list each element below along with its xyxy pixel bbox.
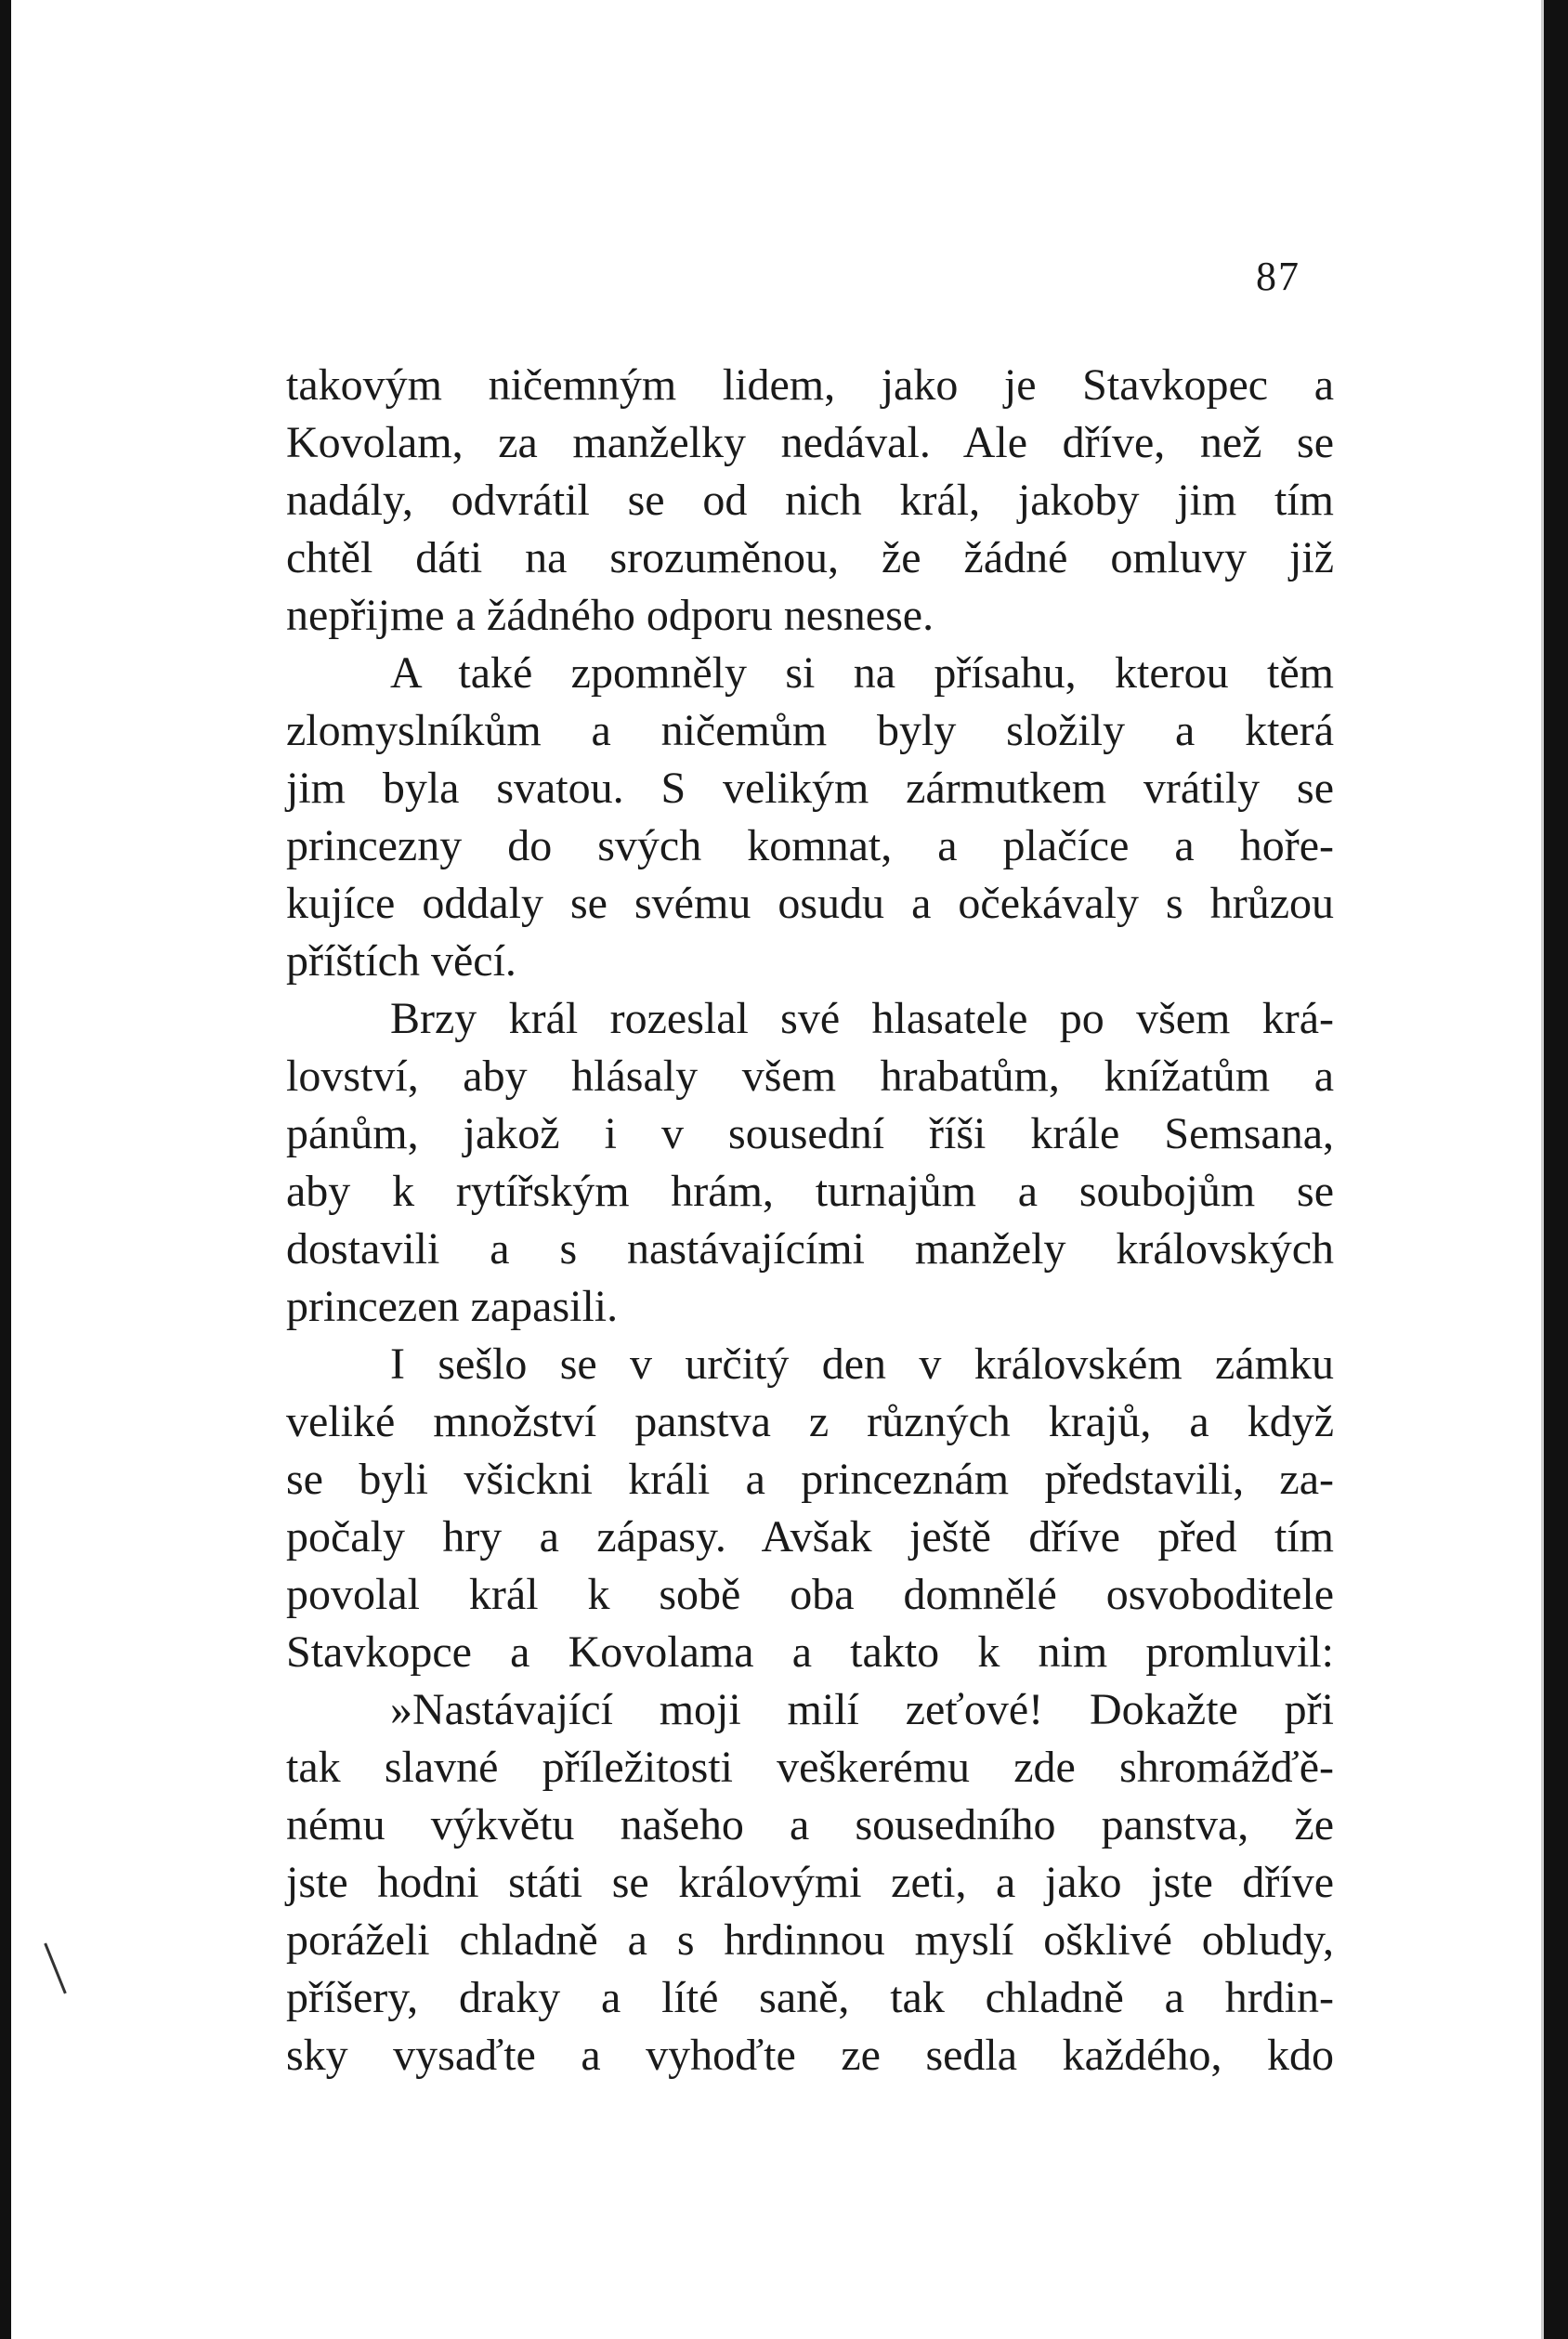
text-line: Brzy král rozeslal své hlasatele po všem krá-: [390, 994, 1334, 1043]
text-line: nepřijme a žádného odporu nesnese.: [286, 591, 934, 640]
text-line: kujíce oddaly se svému osudu a očekávaly s hrůzou: [286, 879, 1334, 928]
text-line: veliké množství panstva z různých krajů, a když: [286, 1397, 1334, 1446]
text-line: princezny do svých komnat, a plačíce a hoře-: [286, 821, 1334, 870]
text-line: Stavkopce a Kovolama a takto k nim promluvil:: [286, 1627, 1334, 1677]
text-line: aby k rytířským hrám, turnajům a soubojům se: [286, 1167, 1334, 1216]
text-line: příštích věcí.: [286, 936, 516, 986]
text-line: takovým ničemným lidem, jako je Stavkopec a: [286, 360, 1334, 410]
body-text: [286, 357, 1334, 2084]
text-line: sky vysaďte a vyhoďte ze sedla každého, kdo: [286, 2031, 1334, 2080]
text-line: jste hodni státi se královými zeti, a jako jste dříve: [286, 1858, 1334, 1907]
page-number: 87: [1256, 254, 1300, 299]
text-line: se byli všickni králi a princeznám představili, za-: [286, 1455, 1334, 1504]
text-line: příšery, draky a líté saně, tak chladně a hrdin-: [286, 1973, 1334, 2022]
text-line: I sešlo se v určitý den v královském zámku: [390, 1339, 1334, 1389]
text-line: zlomyslníkům a ničemům byly složily a která: [286, 706, 1334, 755]
text-line: jim byla svatou. S velikým zármutkem vrátily se: [286, 764, 1334, 813]
text-line: pánům, jakož i v sousední říši krále Semsana,: [286, 1109, 1334, 1158]
margin-mark: [44, 1943, 67, 1994]
text-line: chtěl dáti na srozuměnou, že žádné omluvy již: [286, 533, 1334, 582]
text-line: poráželi chladně a s hrdinnou myslí ošklivé obludy,: [286, 1915, 1334, 1965]
text-line: počaly hry a zápasy. Avšak ještě dříve před tím: [286, 1512, 1334, 1562]
text-line: »Nastávající moji milí zeťové! Dokažte při: [390, 1685, 1334, 1734]
text-line: lovství, aby hlásaly všem hrabatům, knížatům a: [286, 1052, 1334, 1101]
text-line: Kovolam, za manželky nedával. Ale dříve, než se: [286, 418, 1334, 467]
text-line: nadály, odvrátil se od nich král, jakoby jim tím: [286, 476, 1334, 525]
text-line: nému výkvětu našeho a sousedního panstva, že: [286, 1800, 1334, 1849]
text-line: A také zpomněly si na přísahu, kterou těm: [390, 648, 1334, 698]
text-line: princezen zapasili.: [286, 1282, 619, 1331]
text-line: tak slavné příležitosti veškerému zde shromážďě-: [286, 1743, 1334, 1792]
text-line: dostavili a s nastávajícími manžely královských: [286, 1224, 1334, 1274]
right-page-edge: [1544, 0, 1568, 2339]
text-line: povolal král k sobě oba domnělé osvoboditele: [286, 1570, 1334, 1619]
left-page-edge: [0, 0, 11, 2339]
